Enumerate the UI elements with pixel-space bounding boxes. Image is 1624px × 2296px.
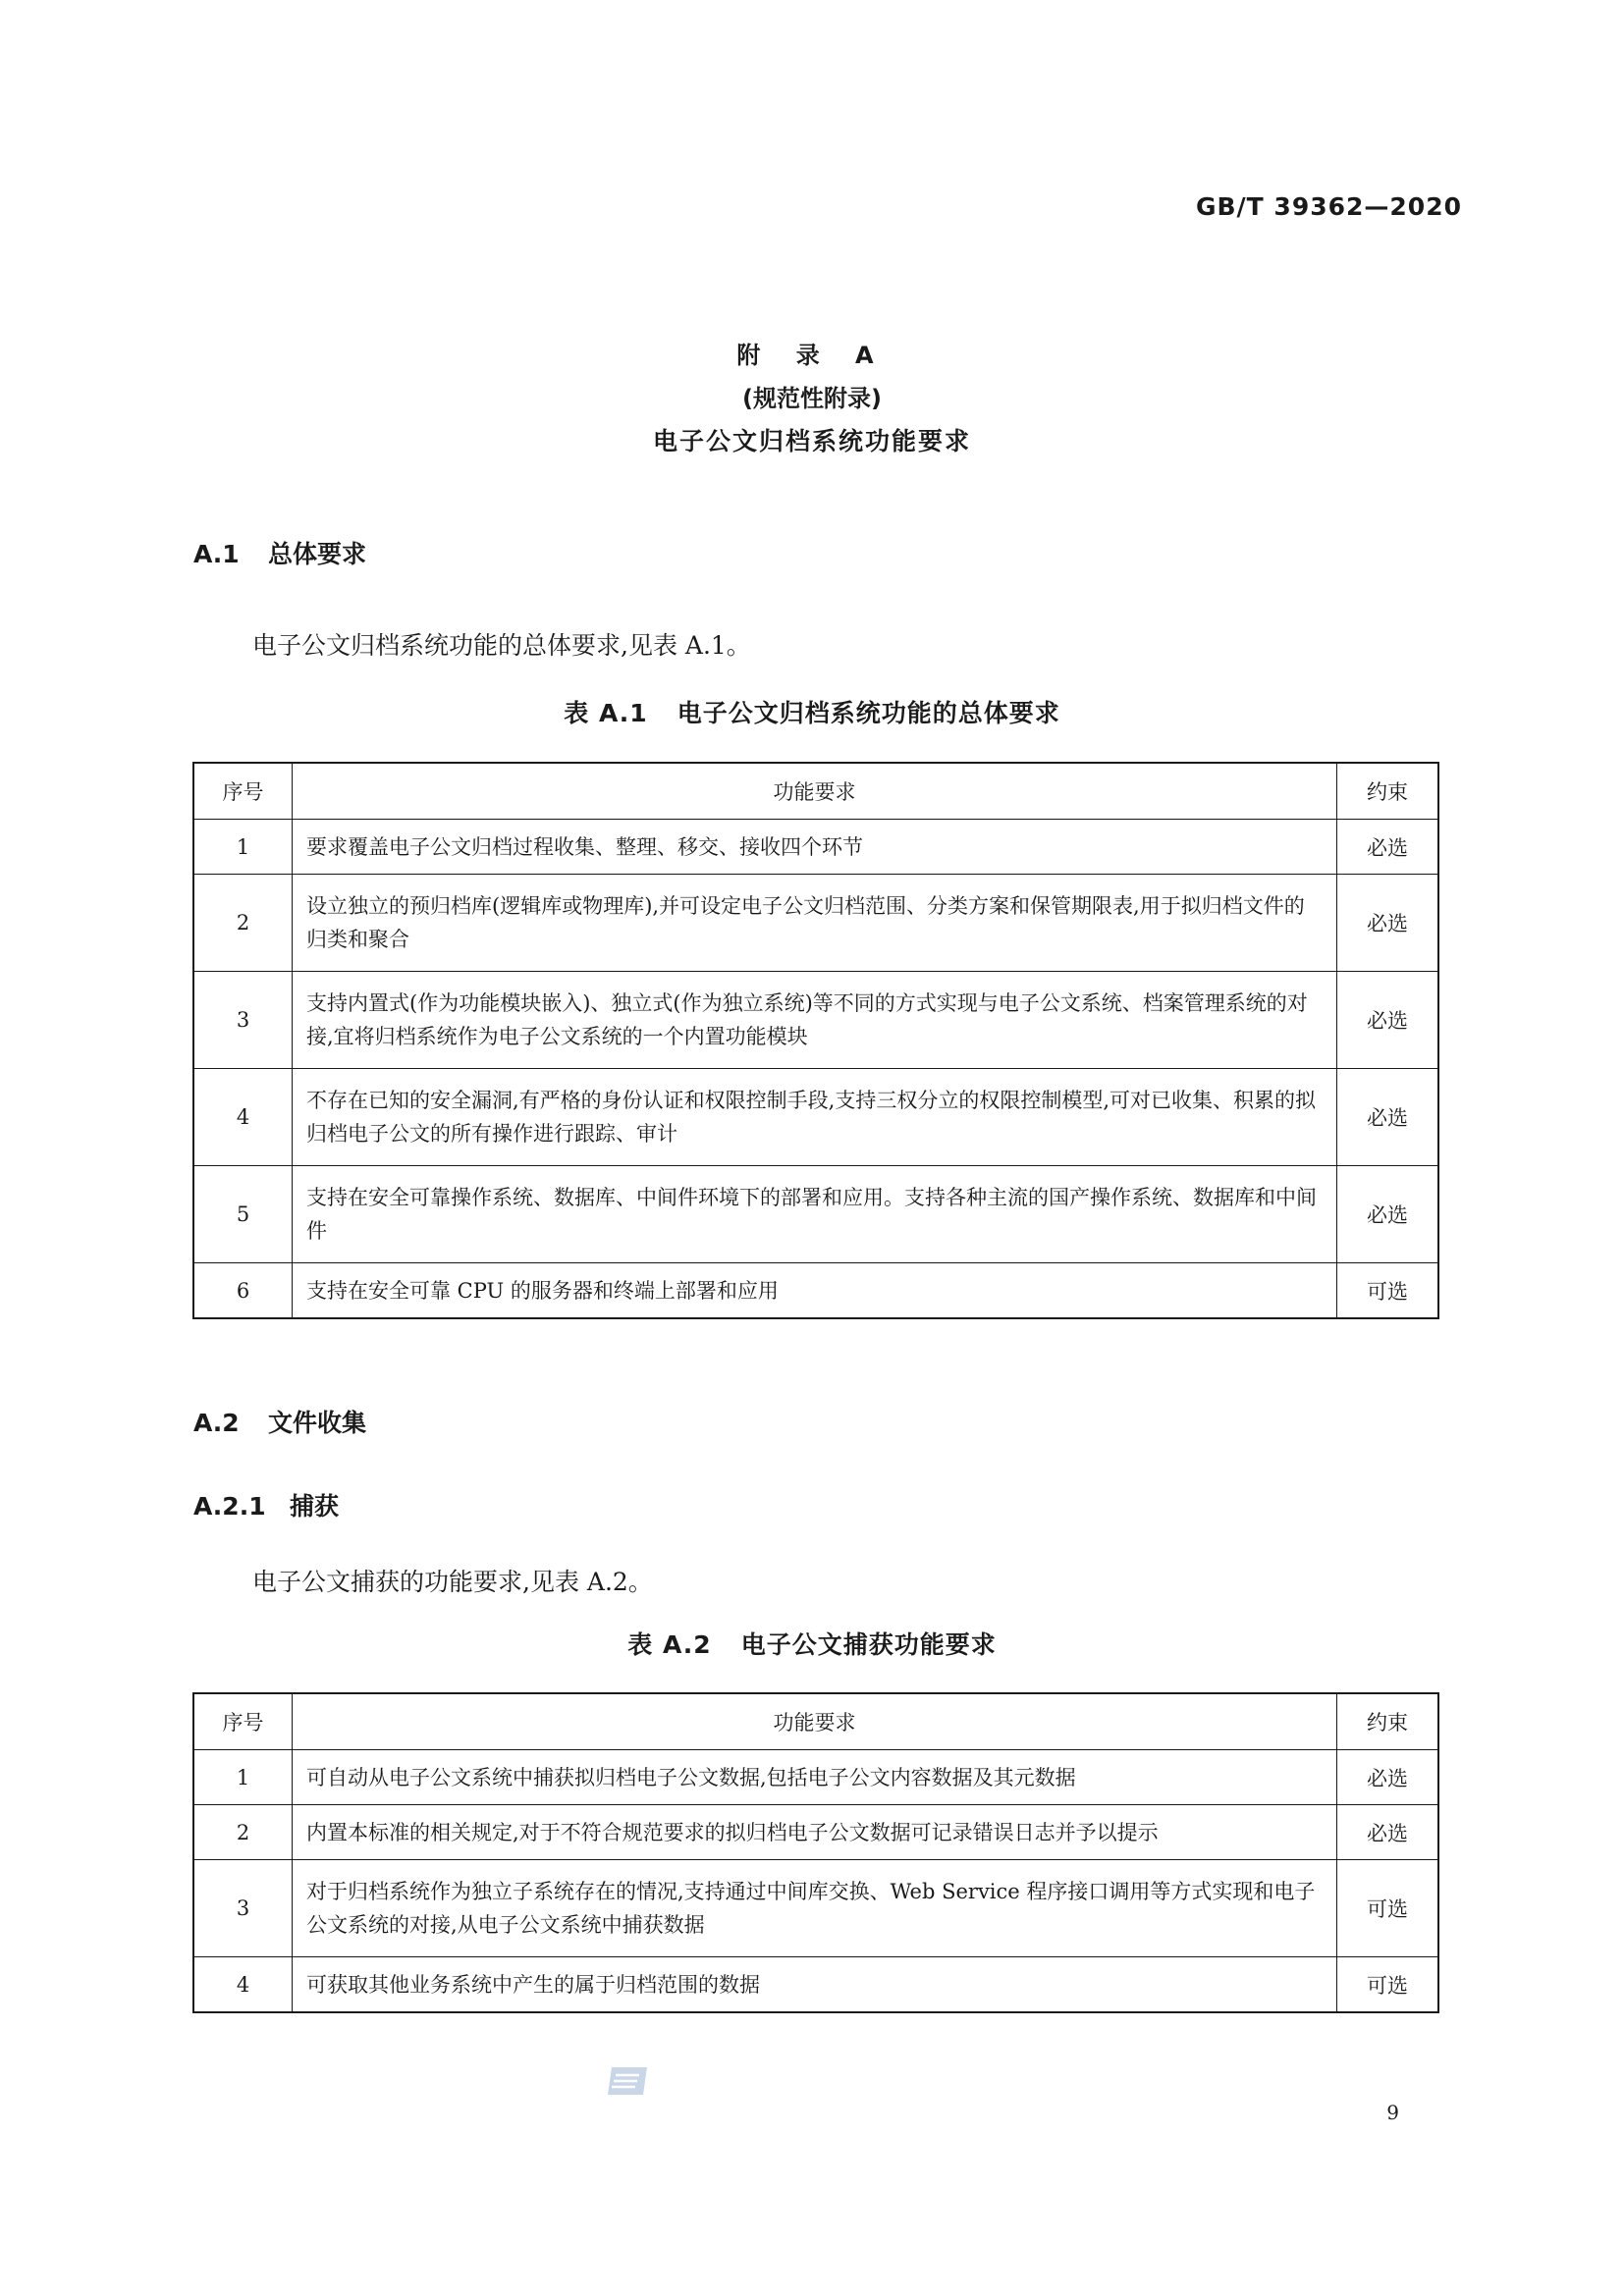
header-requirement: 功能要求: [293, 1693, 1337, 1750]
cell-requirement: 要求覆盖电子公文归档过程收集、整理、移交、接收四个环节: [293, 820, 1337, 875]
table-a2: [192, 1692, 1439, 2013]
table-a1: [192, 762, 1439, 1319]
table-a1-caption: [0, 694, 1624, 729]
table-number: 表 A.1: [564, 699, 648, 727]
table-row: [193, 1957, 1438, 2013]
table-row: [193, 1069, 1438, 1166]
cell-no: 6: [193, 1263, 293, 1319]
section-title: 总体要求: [268, 540, 367, 568]
section-a21-intro: 电子公文捕获的功能要求,见表 A.2。: [252, 1568, 653, 1596]
table-row: [193, 1263, 1438, 1319]
cell-constraint: 必选: [1337, 1166, 1439, 1263]
cell-constraint: 必选: [1337, 972, 1439, 1069]
cell-constraint: 可选: [1337, 1957, 1439, 2013]
section-a1-intro: 电子公文归档系统功能的总体要求,见表 A.1。: [252, 631, 751, 660]
header-requirement: 功能要求: [293, 763, 1337, 820]
table-row: [193, 972, 1438, 1069]
cell-no: 1: [193, 1750, 293, 1805]
cell-requirement: 可自动从电子公文系统中捕获拟归档电子公文数据,包括电子公文内容数据及其元数据: [293, 1750, 1337, 1805]
cell-constraint: 必选: [1337, 820, 1439, 875]
cell-constraint: 必选: [1337, 875, 1439, 972]
cell-requirement: 支持在安全可靠操作系统、数据库、中间件环境下的部署和应用。支持各种主流的国产操作系统、数据库和中间件: [293, 1166, 1337, 1263]
sac-logo-icon: [606, 2061, 653, 2101]
section-number: A.2.1: [193, 1492, 266, 1521]
cell-no: 5: [193, 1166, 293, 1263]
cell-constraint: 必选: [1337, 1805, 1439, 1860]
header-no: 序号: [193, 1693, 293, 1750]
table-row: [193, 820, 1438, 875]
cell-no: 3: [193, 1860, 293, 1957]
table-row: [193, 1750, 1438, 1805]
cell-requirement: 支持在安全可靠 CPU 的服务器和终端上部署和应用: [293, 1263, 1337, 1319]
appendix-name: 电子公文归档系统功能要求: [652, 427, 971, 455]
table-header-row: [193, 1693, 1438, 1750]
table-title: 电子公文捕获功能要求: [740, 1630, 997, 1659]
cell-constraint: 必选: [1337, 1750, 1439, 1805]
table-a2-caption: [0, 1626, 1624, 1661]
cell-no: 2: [193, 875, 293, 972]
page-number: 9: [1386, 2101, 1399, 2124]
table-number: 表 A.2: [627, 1630, 712, 1659]
section-number: A.2: [193, 1409, 240, 1437]
section-a1-heading: [193, 535, 366, 570]
cell-constraint: 可选: [1337, 1263, 1439, 1319]
header-constraint: 约束: [1337, 763, 1439, 820]
table-row: [193, 875, 1438, 972]
cell-requirement: 对于归档系统作为独立子系统存在的情况,支持通过中间库交换、Web Service 程序接口调用等方式实现和电子公文系统的对接,从电子公文系统中捕获数据: [293, 1860, 1337, 1957]
appendix-subtitle: (规范性附录): [742, 385, 882, 412]
header-no: 序号: [193, 763, 293, 820]
cell-requirement: 不存在已知的安全漏洞,有严格的身份认证和权限控制手段,支持三权分立的权限控制模型,可对已收集、积累的拟归档电子公文的所有操作进行跟踪、审计: [293, 1069, 1337, 1166]
section-title: 捕获: [290, 1492, 340, 1521]
table-title: 电子公文归档系统功能的总体要求: [677, 699, 1060, 727]
cell-no: 2: [193, 1805, 293, 1860]
table-row: [193, 1860, 1438, 1957]
section-number: A.1: [193, 540, 240, 568]
cell-requirement: 支持内置式(作为功能模块嵌入)、独立式(作为独立系统)等不同的方式实现与电子公文系统、档案管理系统的对接,宜将归档系统作为电子公文系统的一个内置功能模块: [293, 972, 1337, 1069]
cell-no: 3: [193, 972, 293, 1069]
table-row: [193, 1166, 1438, 1263]
cell-requirement: 内置本标准的相关规定,对于不符合规范要求的拟归档电子公文数据可记录错误日志并予以提示: [293, 1805, 1337, 1860]
cell-constraint: 可选: [1337, 1860, 1439, 1957]
table-row: [193, 1805, 1438, 1860]
cell-requirement: 设立独立的预归档库(逻辑库或物理库),并可设定电子公文归档范围、分类方案和保管期限表,用于拟归档文件的归类和聚合: [293, 875, 1337, 972]
cell-no: 4: [193, 1957, 293, 2013]
cell-no: 1: [193, 820, 293, 875]
table-header-row: [193, 763, 1438, 820]
cell-requirement: 可获取其他业务系统中产生的属于归档范围的数据: [293, 1957, 1337, 2013]
cell-constraint: 必选: [1337, 1069, 1439, 1166]
section-a21-heading: [193, 1487, 339, 1522]
cell-no: 4: [193, 1069, 293, 1166]
document-number: GB/T 39362—2020: [1195, 192, 1462, 221]
appendix-title: 附 录 A: [736, 342, 888, 369]
section-title: 文件收集: [268, 1409, 367, 1437]
header-constraint: 约束: [1337, 1693, 1439, 1750]
section-a2-heading: [193, 1404, 366, 1439]
